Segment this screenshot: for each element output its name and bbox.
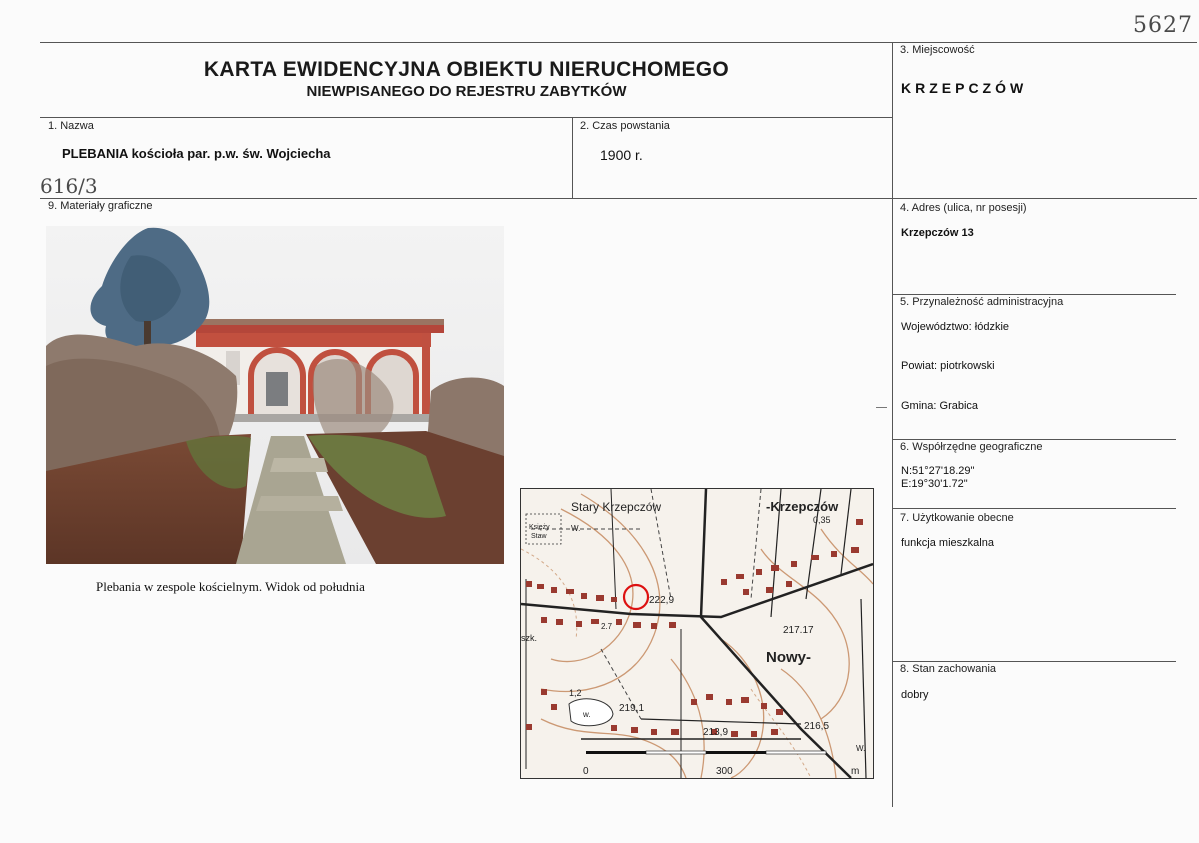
miejscowosc-value: KRZEPCZÓW (901, 80, 1028, 96)
map-label-h1: 222,9 (649, 595, 675, 606)
right-column-divider (892, 42, 893, 807)
presbytery-photo (46, 226, 504, 564)
przynaleznosc-label: 5. Przynależność administracyjna (900, 296, 1064, 308)
card-number-handwritten: 5627 (1133, 13, 1193, 38)
photo-illustration (46, 226, 504, 564)
top-border-line (40, 42, 1197, 43)
map-label-ksiezy1: Księży (529, 524, 550, 531)
card-subtitle: NIEWPISANEGO DO REJESTRU ZABYTKÓW (306, 83, 627, 100)
location-map (520, 488, 874, 779)
map-scale-300: 300 (716, 766, 733, 777)
czas-value: 1900 r. (600, 147, 643, 163)
wspolrzedne-bottom-line (893, 508, 1176, 509)
map-label-h3: 219,1 (619, 703, 645, 714)
photo-caption: Plebania w zespole kościelnym. Widok od południa (96, 579, 365, 594)
map-label-w3: W. (856, 744, 866, 753)
map-label-w1: W. (571, 524, 581, 533)
powiat-value: Powiat: piotrkowski (901, 360, 995, 372)
wojewodztwo-value: Województwo: łódzkie (901, 321, 1010, 333)
card-title: KARTA EWIDENCYJNA OBIEKTU NIERUCHOMEGO (203, 58, 730, 81)
longitude-value: E:19°30'1.72" (901, 478, 968, 490)
map-label-krzepczow: -Krzepczów (766, 499, 839, 514)
przynaleznosc-bottom-line (893, 439, 1176, 440)
map-label-w2: w. (583, 710, 591, 719)
adres-value: Krzepczów 13 (901, 227, 974, 239)
gmina-value: Gmina: Grabica (901, 400, 979, 412)
map-label-h2: 217.17 (783, 625, 814, 636)
map-scale-zero: 0 (583, 766, 589, 777)
map-illustration (521, 489, 873, 778)
map-label-n12: 1,2 (569, 688, 582, 698)
name-time-divider (572, 117, 573, 198)
uzytkowanie-value: funkcja mieszkalna (901, 537, 994, 549)
stan-label: 8. Stan zachowania (900, 663, 997, 675)
nazwa-value: PLEBANIA kościoła par. p.w. św. Wojciecha (62, 146, 331, 161)
map-label-v1: 0,35 (813, 515, 831, 525)
materialy-label: 9. Materiały graficzne (48, 200, 153, 212)
scan-mark (876, 407, 887, 408)
map-label-szk: szk. (521, 633, 538, 643)
map-label-n27: 2.7 (601, 622, 613, 631)
latitude-value: N:51°27'18.29" (901, 465, 975, 477)
uzytkowanie-label: 7. Użytkowanie obecne (900, 512, 1014, 524)
name-row-bottom-line (40, 198, 1197, 199)
nazwa-label: 1. Nazwa (48, 120, 94, 132)
map-scale-unit: m (851, 766, 860, 777)
map-label-h5: 216,5 (804, 721, 830, 732)
map-label-nowy: Nowy- (766, 649, 811, 666)
ref-number-handwritten: 616/3 (40, 174, 98, 198)
map-label-h4: 213,9 (703, 727, 729, 738)
title-bottom-line (40, 117, 893, 118)
map-label-stary: Stary Krzepczów (571, 500, 662, 514)
uzytkowanie-bottom-line (893, 661, 1176, 662)
stan-value: dobry (901, 689, 929, 701)
adres-label: 4. Adres (ulica, nr posesji) (900, 202, 1027, 214)
adres-bottom-line (893, 294, 1176, 295)
map-label-ksiezy2: Staw (531, 533, 547, 540)
wspolrzedne-label: 6. Współrzędne geograficzne (900, 441, 1043, 453)
miejscowosc-label: 3. Miejscowość (900, 44, 975, 56)
czas-label: 2. Czas powstania (580, 120, 670, 132)
